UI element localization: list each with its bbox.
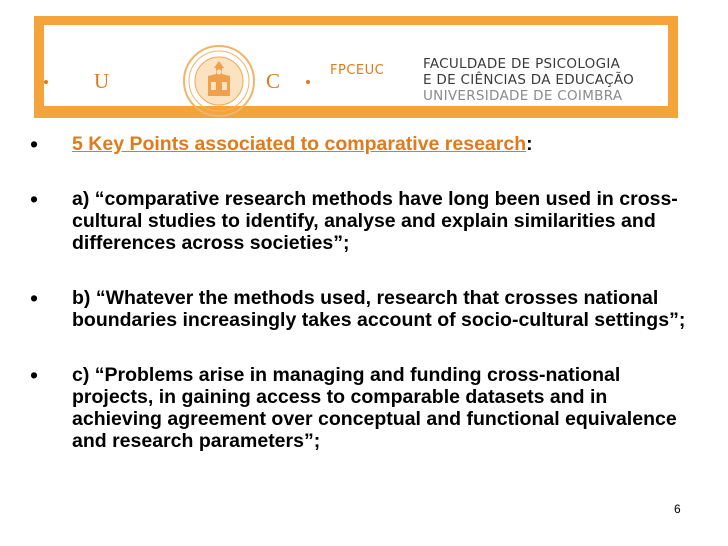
faculty-name-line-3: UNIVERSIDADE DE COIMBRA (423, 88, 623, 104)
faculty-name-line-1: FACULDADE DE PSICOLOGIA (423, 56, 621, 72)
faculty-name (423, 56, 634, 104)
bullet-icon: • (30, 362, 39, 388)
bullet-icon: • (30, 131, 39, 157)
faculty-acronym: FPCEUC (330, 63, 385, 78)
bullet-icon: • (30, 285, 39, 311)
separator-dot (44, 80, 48, 84)
point-text: b) “Whatever the methods used, research that crosses national boundaries increasingly takes account of socio-cultural settings”; (72, 287, 686, 331)
point-title: 5 Key Points associated to comparative research: (72, 133, 533, 155)
point-text: a) “comparative research methods have long been used in cross-cultural studies to identify, analyse and explain similarities and differences across societies”; (72, 188, 678, 254)
bullet-icon: • (30, 186, 39, 212)
header-banner (34, 16, 678, 118)
page-number: 6 (674, 502, 681, 516)
logo-letter-c: C (266, 69, 281, 93)
faculty-name-line-2: E DE CIÊNCIAS DA EDUCAÇÃO (423, 72, 635, 88)
list-item (30, 364, 690, 452)
university-seal-icon (182, 44, 256, 118)
list-item (30, 287, 690, 331)
list-item (30, 188, 690, 254)
separator-dot (306, 80, 310, 84)
logo-letter-u: U (94, 69, 110, 93)
point-title-link[interactable]: 5 Key Points associated to comparative research (72, 133, 527, 155)
list-item (30, 133, 690, 155)
point-text: c) “Problems arise in managing and funding cross-national projects, in gaining access to comparable datasets and in achieving agreement over conceptual and functional equivalence and research parameters”; (72, 364, 677, 452)
slide-content (30, 133, 690, 452)
